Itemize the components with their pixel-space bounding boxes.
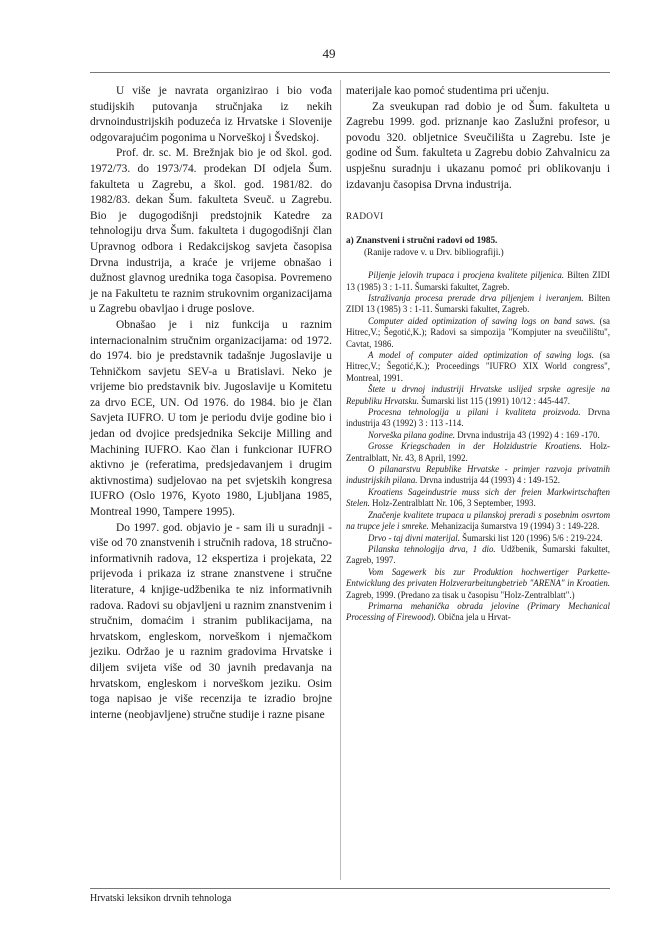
paragraph: Za sveukupan rad dobio je od Šum. fakulteta u Zagrebu 1999. god. priznanje kao Zaslužni profesor, u povodu 320. obljetnice Sveučilišta u Zagrebu. Iste je godine od Šum. fakulteta u Zagrebu dobio Zahvalnicu za uspješnu suradnju i ukazanu pomoć pri oblikovanju i izdavanju časopisa Drvna industrija. bbox=[346, 100, 610, 191]
reference-item bbox=[346, 270, 610, 293]
paragraph: Obnašao je i niz funkcija u raznim internacionalnim stručnim organizacijama: od 1972. do 1974. bio je predstavnik tadašnje Jugoslavije u Tehničkom savjetu SEV-a u Bratislavi. Neko je vrijeme bio predstavnik biv. Jugoslavije u Komitetu za drvo ECE, UN. Od 1976. do 1984. bio je član Savjeta IUFRO. U tom je periodu dvije godine bio i jedan od dvojice predsjednika Sekcije Milling and Machining IUFRO. Kao član i funkcionar IUFRO aktivno je (referatima, predsjedavanjem i drugim aktivnostima) sudjelovao na pet svjetskih kongresa IUFRO (Oslo 1976, Kyoto 1980, Ljubljana 1985, Montreal 1990, Tampere 1995). bbox=[90, 318, 332, 519]
reference-title: Primarna mehanička obrada jelovine (Primary Mechanical Processing of Firewood). bbox=[346, 600, 610, 623]
reference-item bbox=[346, 350, 610, 384]
section-heading: a) Znanstveni i stručni radovi od 1985. bbox=[346, 235, 498, 246]
reference-details: Drvna industrija 43 (1992) 3 : 113 -114. bbox=[346, 407, 610, 429]
section-note: (Ranije radove v. u Drv. bibliografiji.) bbox=[364, 246, 504, 257]
header-rule bbox=[90, 72, 610, 73]
reference-title: O pilanarstvu Republike Hrvatske - primjer razvoja privatnih industrijskih pilana. bbox=[346, 464, 610, 486]
left-column bbox=[90, 84, 332, 723]
paragraph: Do 1997. god. objavio je - sam ili u suradnji - više od 70 znanstvenih i stručnih radova, 18 stručno-informativnih radova, 12 ekspertiza i projekata, 22 prijevoda i prikaza iz strane znanstvene i stručne literature, 4 knjige-udžbenika te niz informativnih radova. Radovi su objavljeni u raznim znanstvenim i stručnim, domaćim i stranim publikacijama, na hrvatskom, engleskom, norveškom i njemačkom jeziku. Održao je u raznim gradovima Hrvatske i diljem svijeta više od 30 javnih predavanja na hrvatskom, engleskom i norveškom jeziku. Osim toga napisao je više recenzija te izradio brojne interne (neobjavljene) stručne studije i razne pisane bbox=[90, 521, 332, 721]
footer-text: Hrvatski leksikon drvnih tehnologa bbox=[90, 893, 232, 904]
reference-title: Štete u drvnoj industriji Hrvatske uslijed srpske agresije na Republiku Hrvatsku. bbox=[346, 384, 610, 406]
reference-title: Pilanska tehnologija drva, 1 dio. bbox=[368, 543, 496, 554]
paragraph: U više je navrata organizirao i bio vođa studijskih putovanja stručnjaka iz nekih drvnoindustrijskih poduzeća iz Hrvatske i Slovenije odgovarajućim pogonima u Norveškoj i Švedskoj. bbox=[90, 85, 332, 144]
reference-title: A model of computer aided optimization of sawing logs. bbox=[368, 350, 594, 360]
footer-rule bbox=[90, 888, 610, 889]
reference-item bbox=[346, 544, 610, 567]
reference-item bbox=[346, 510, 610, 533]
reference-item bbox=[346, 567, 610, 601]
reference-title: Piljenje jelovih trupaca i procjena kvalitete piljenica. bbox=[368, 270, 565, 281]
reference-title: Drvo - taj divni materijal. bbox=[368, 532, 460, 543]
reference-title: Grosse Kriegschaden in der Holzidustrie Kroatiens. bbox=[368, 441, 582, 452]
page-number: 49 bbox=[322, 46, 336, 61]
reference-details: Udžbenik, Šumarski fakultet, Zagreb, 1997. bbox=[346, 543, 610, 566]
reference-details: Holz-Zentralblatt, Nr. 43, 8 April, 1992. bbox=[346, 441, 610, 463]
paragraph: materijale kao pomoć studentima pri učenju. bbox=[346, 85, 550, 97]
reference-item bbox=[346, 407, 610, 430]
radovi-heading: RADOVI bbox=[346, 211, 384, 222]
column-divider bbox=[340, 80, 341, 880]
reference-title: Norveška pilana godine. bbox=[368, 429, 456, 440]
reference-details: Bilten ZIDI 13 (1985) 3 : 1-11. Šumarski fakultet, Zagreb. bbox=[346, 292, 611, 315]
reference-item bbox=[346, 601, 610, 624]
reference-list bbox=[346, 270, 610, 624]
reference-item bbox=[346, 316, 610, 350]
reference-details: (sa Hitrec,V.; Šegotić,K.); Radovi sa simpozija "Kompjuter na sveučilištu", Cavtat, 1986. bbox=[346, 315, 610, 349]
reference-details: Holz-Zentralblatt Nr. 106, 3 September, 1993. bbox=[369, 498, 536, 509]
reference-title: Značenje kvalitete trupaca u pilanskoj preradi s posebnim osvrtom na trupce jele i smreke. bbox=[346, 509, 610, 532]
reference-title: Kroatiens Sageindustrie muss sich der freien Markwirtschaften Stelen. bbox=[346, 486, 610, 509]
reference-details: Mehanizacija šumarstva 19 (1994) 3 : 149-228. bbox=[428, 521, 600, 532]
reference-item bbox=[346, 464, 610, 487]
reference-item bbox=[346, 384, 610, 407]
reference-title: Procesna tehnologija u pilani i kvaliteta proizvoda. bbox=[368, 407, 581, 418]
reference-item bbox=[346, 441, 610, 464]
reference-item bbox=[346, 293, 610, 316]
reference-details: Zagreb, 1999. (Predano za tisak u časopisu "Holz-Zentralblatt".) bbox=[346, 589, 575, 600]
reference-item bbox=[346, 533, 610, 544]
reference-details: (sa Hitrec,V.; Šegotić,K.); Proceedings "IUFRO XIX World congress", Montreal, 1991. bbox=[346, 350, 610, 383]
reference-details: Šumarski list 120 (1996) 5/6 : 219-224. bbox=[459, 532, 603, 543]
reference-title: Istraživanja procesa prerade drva piljenjem i iveranjem. bbox=[368, 292, 584, 303]
reference-details: Bilten ZIDI 13 (1985) 3 : 1-11. Šumarski fakultet, Zagreb. bbox=[346, 270, 610, 292]
reference-item bbox=[346, 487, 610, 510]
reference-title: Vom Sagewerk bis zur Produktion hochwertiger Parkette-Entwicklung des privaten Holzverarbeitungbetrieb "ARENA" in Kroatien. bbox=[346, 566, 610, 589]
reference-details: Drvna industrija 43 (1992) 4 : 169 -170. bbox=[455, 429, 600, 440]
reference-details: Šumarski list 115 (1991) 10/12 : 445-447. bbox=[418, 395, 571, 406]
reference-details: Obična jela u Hrvat- bbox=[435, 612, 511, 623]
right-column bbox=[346, 84, 610, 624]
reference-item bbox=[346, 430, 610, 441]
reference-title: Computer aided optimization of sawing logs on band saws. bbox=[368, 315, 596, 326]
paragraph: Prof. dr. sc. M. Brežnjak bio je od škol. god. 1972/73. do 1973/74. prodekan DI odjela Šum. fakulteta u Zagrebu, a škol. god. 1981/82. do 1982/83. dekan Šum. fakulteta Sveuč. u Zagrebu. Bio je dugogodišnji predstojnik Katedre za tehnologiju drva Šum. fakulteta i dugogodišnji član Upravnog odbora i Redakcijskog savjeta časopisa Drvna industrija, a kraće je vrijeme obnašao i dužnost glavnog urednika toga časopisa. Povremeno je na Fakultetu te raznim strukovnim organizacijama u Zagrebu obavljao i druge poslove. bbox=[90, 147, 332, 316]
reference-details: Drvna industrija 44 (1993) 4 : 149-152. bbox=[417, 475, 560, 486]
